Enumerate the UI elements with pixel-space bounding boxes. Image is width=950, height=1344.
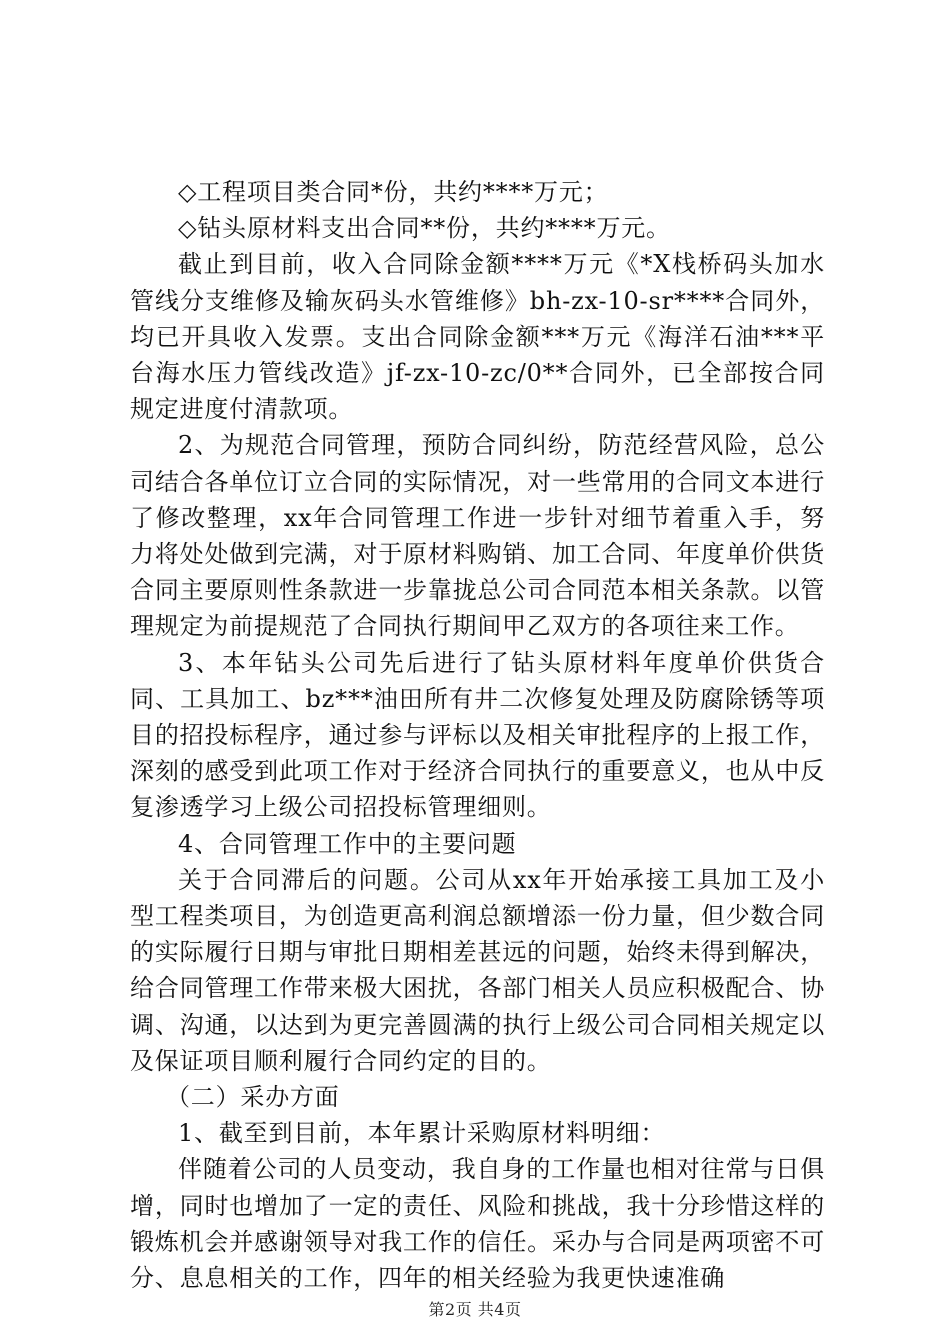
paragraph-item-4-heading: 4、合同管理工作中的主要问题 bbox=[178, 829, 517, 858]
paragraph-contract-delay: 关于合同滞后的问题。公司从xx年开始承接工具加工及小型工程类项目，为创造更高利润总额增添一份力量，但少数合同的实际履行日期与审批日期相差甚远的问题，始终未得到解决，给合同管理工作带来极大困扰，各部门相关人员应积极配合、协调、沟通，以达到为更完善圆满的执行上级公司合同相关规定以及保证项目顺利履行合同约定的目的。 bbox=[130, 865, 825, 1075]
paragraph-contract-materials: ◇钻头原材料支出合同**份，共约****万元。 bbox=[178, 214, 671, 243]
paragraph-item-2: 2、为规范合同管理，预防合同纠纷，防范经营风险，总公司结合各单位订立合同的实际情况，对一些常用的合同文本进行了修改整理，xx年合同管理工作进一步针对细节着重入手，努力将处处做到完满，对于原材料购销、加工合同、年度单价供货合同主要原则性条款进一步靠拢总公司合同范本相关条款。以管理规定为前提规范了合同执行期间甲乙双方的各项往来工作。 bbox=[130, 431, 825, 641]
paragraph-item-3: 3、本年钻头公司先后进行了钻头原材料年度单价供货合同、工具加工、bz***油田所有井二次修复处理及防腐除锈等项目的招投标程序，通过参与评标以及相关审批程序的上报工作，深刻的感受到此项工作对于经济合同执行的重要意义，也从中反复渗透学习上级公司招投标管理细则。 bbox=[130, 648, 825, 822]
paragraph-invoice-status: 截止到目前，收入合同除金额****万元《*X栈桥码头加水管线分支维修及输灰码头水管维修》bh-zx-10-sr****合同外，均已开具收入发票。支出合同除金额***万元《海洋石油***平台海水压力管线改造》jf-zx-10-zc/0**合同外，已全部按合同规定进度付清款项。 bbox=[130, 250, 825, 424]
section-heading-procurement: （二）采办方面 bbox=[166, 1083, 340, 1112]
document-body bbox=[130, 174, 825, 1296]
paragraph-contract-engineering: ◇工程项目类合同*份，共约****万元； bbox=[178, 178, 609, 206]
page-footer: 第2页 共4页 bbox=[428, 1300, 522, 1319]
paragraph-procurement-item-1: 1、截至到目前，本年累计采购原材料明细： bbox=[178, 1119, 666, 1148]
paragraph-workload: 伴随着公司的人员变动，我自身的工作量也相对往常与日俱增，同时也增加了一定的责任、风险和挑战，我十分珍惜这样的锻炼机会并感谢领导对我工作的信任。采办与合同是两项密不可分、息息相关的工作，四年的相关经验为我更快速准确 bbox=[130, 1155, 825, 1293]
